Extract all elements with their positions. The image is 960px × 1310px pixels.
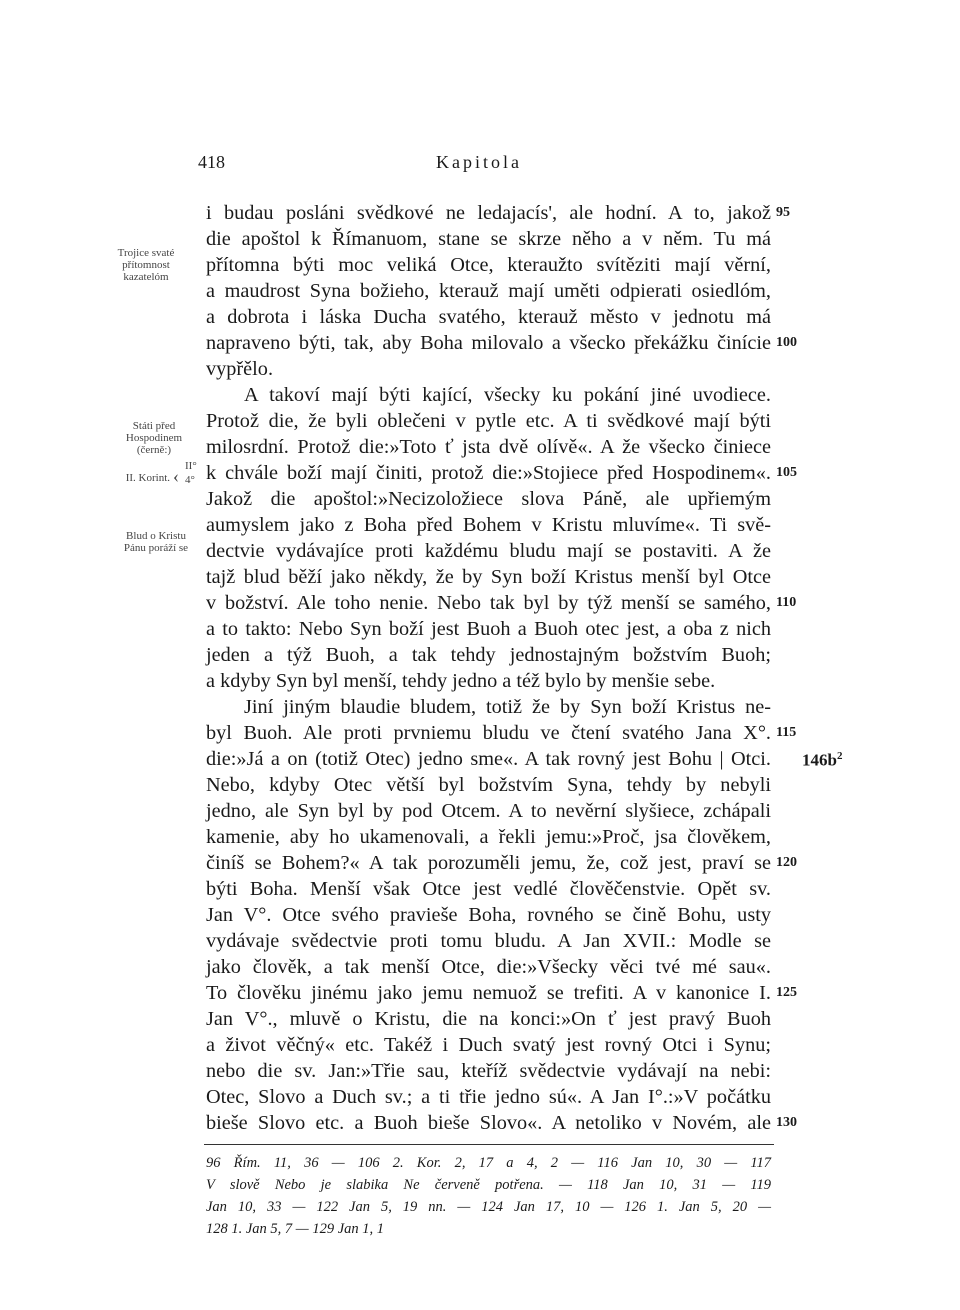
line-number: 115 [776, 725, 797, 740]
margin-note-line: přítomnost [122, 259, 170, 271]
margin-note-heresy [106, 530, 206, 554]
line-number: 100 [776, 335, 797, 350]
footnote-line: V slově Nebo je slabika Ne červeně potřena. — 118 Jan 10, 31 — 119 [206, 1177, 771, 1193]
line-number: 120 [776, 855, 797, 870]
text-line: jako člověk, a tak menší Otce, die:»Všecky věci tvé mé sau«. [206, 956, 771, 978]
text-line: jeden a týž Buoh, a tak tehdy jednostajným božstvím Buoh; [206, 644, 771, 666]
page-number: 418 [198, 152, 225, 172]
footnote-line: Jan 10, 33 — 122 Jan 5, 19 nn. — 124 Jan 17, 10 — 126 1. Jan 5, 20 — [206, 1199, 771, 1215]
text-line: Protož die, že byli oblečeni v pytle etc. A ti svědkové mají býti [206, 410, 771, 432]
text-line: Nebo, kdyby Otec větší byl božstvím Syna, tehdy by nebyli [206, 774, 771, 796]
line-number: 130 [776, 1115, 797, 1130]
text-line: a život věčný« etc. Takéž i Duch svatý jest rovný Otci i Synu; [206, 1034, 771, 1056]
margin-note-corinth [60, 472, 170, 484]
margin-note-line: Blud o Kristu [126, 530, 186, 542]
text-line: vydávaje svědectvie proti tomu bludu. A Jan XVII.: Modle se [206, 930, 771, 952]
text-line: dectvie vydávajíce proti každému bludu mají se postaviti. A že [206, 540, 771, 562]
text-line: jedno, ale Syn byl by pod Otcem. A to nevěrní slyšiece, zchápali [206, 800, 771, 822]
footnote-line: 128 1. Jan 5, 7 — 129 Jan 1, 1 [206, 1221, 385, 1237]
text-line: kamenie, aby ho ukamenovali, a řekli jemu:»Proč, jsa člověkem, [206, 826, 771, 848]
text-line: aumyslem jako z Boha před Bohem v Kristu mluvíme«. Ti svě- [206, 514, 771, 536]
line-number: 125 [776, 985, 797, 1000]
text-line: a to takto: Nebo Syn boží jest Buoh a Buoh otec jest, a oba z nich [206, 618, 771, 640]
text-line: i budau posláni svědkové ne ledajacís', ale hodní. A to, jakož [206, 202, 771, 224]
margin-note-line: II. Korint. [125, 472, 170, 484]
text-line: milosrdní. Protož die:»Toto ť jsta dvě olívě«. A že všecko činiece [206, 436, 771, 458]
line-number: 95 [776, 205, 790, 220]
text-line: k chvále boží mají činiti, protož die:»Stojiece před Hospodinem«. [206, 462, 771, 484]
text-line: činíš se Bohem?« A tak porozuměli jemu, že, což jest, praví se [206, 852, 771, 874]
margin-note-trinity [96, 247, 196, 283]
corinth-chapter-b: 4° [185, 474, 195, 486]
footnote-rule [204, 1144, 774, 1145]
text-line: přítomna býti moc veliká Otce, kteraužto svítěziti mají věrní, [206, 254, 771, 276]
brace-icon: ‹ II° 4° [173, 460, 197, 486]
text-line: nebo die sv. Jan:»Třie sau, kteříž svědectvie vydávají na nebi: [206, 1060, 771, 1082]
folio-sup: 2 [836, 750, 843, 762]
margin-note-line: Trojice svaté [117, 247, 175, 259]
text-line: a maudrost Syna božieho, kterauž mají uměti odpierati osiedlóm, [206, 280, 771, 302]
text-line: vypřělo. [206, 358, 274, 380]
text-line: Jiní jiným blaudie bludem, totiž že by Syn boží Kristus ne- [244, 696, 771, 718]
text-line: To člověku jinému jako jemu nemuož se trefiti. A v kanonice I. [206, 982, 771, 1004]
text-line: a dobrota i láska Ducha svatého, kterauž město v jednotu má [206, 306, 771, 328]
text-line: tajž blud běží jako někdy, že by Syn boží Kristus menší byl Otce [206, 566, 771, 588]
footnote-line: 96 Řím. 11, 36 — 106 2. Kor. 2, 17 a 4, 2 — 116 Jan 10, 30 — 117 [206, 1155, 771, 1171]
text-line: Jakož die apoštol:»Necizoložiece slova Páně, ale upřiemým [206, 488, 771, 510]
corinth-chapter-a: II° [185, 460, 197, 472]
margin-note-line: Hospodinem [125, 432, 183, 444]
line-number: 110 [776, 595, 797, 610]
margin-note-stand [104, 420, 204, 456]
text-line: Jan V°. Otce svého praviešе Boha, rovného se čině Bohu, usty [206, 904, 771, 926]
text-line: die:»Já a on (totiž Otec) jedno sme«. A tak rovný jest Bohu | Otci. [206, 748, 771, 770]
text-line: napraveno býti, tak, aby Boha milovalo a všecko překážku činície [206, 332, 771, 354]
text-line: A takoví mají býti kající, všecky ku pokání jiné uvodiece. [244, 384, 771, 406]
margin-note-line: Státi před [132, 420, 176, 432]
text-line: Otec, Slovo a Duch sv.; a ti třie jedno sú«. A Jan I°.:»V počátku [206, 1086, 771, 1108]
text-line: bieše Slovo etc. a Buoh bieše Slovo«. A netoliko v Novém, ale [206, 1112, 771, 1134]
text-line: v božství. Ale toho nenie. Nebo tak byl by týž menší se samého, [206, 592, 771, 614]
margin-note-line: kazatelóm [123, 271, 169, 283]
line-number: 105 [776, 465, 797, 480]
folio-text: 146b [802, 750, 837, 770]
text-line: Jan V°., mluvě o Kristu, die na konci:»On ť jest pravý Buoh [206, 1008, 771, 1030]
text-line: die apoštol k Římanuom, stane se skrze něho a v něm. Tu má [206, 228, 771, 250]
text-line: byl Buoh. Ale proti prvniemu bludu ve čtení svatého Jana X°. [206, 722, 771, 744]
margin-note-line: (černě:) [136, 444, 172, 456]
text-line: býti Boha. Menší však Otce jest vedlé člověčenstvie. Opět sv. [206, 878, 771, 900]
margin-note-line: Pánu poráží se [123, 542, 189, 554]
text-line: a kdyby Syn byl menší, tehdy jedno a též bylo by menšie sebe. [206, 670, 716, 692]
running-title: Kapitola [436, 152, 522, 172]
folio-marker [802, 750, 842, 771]
